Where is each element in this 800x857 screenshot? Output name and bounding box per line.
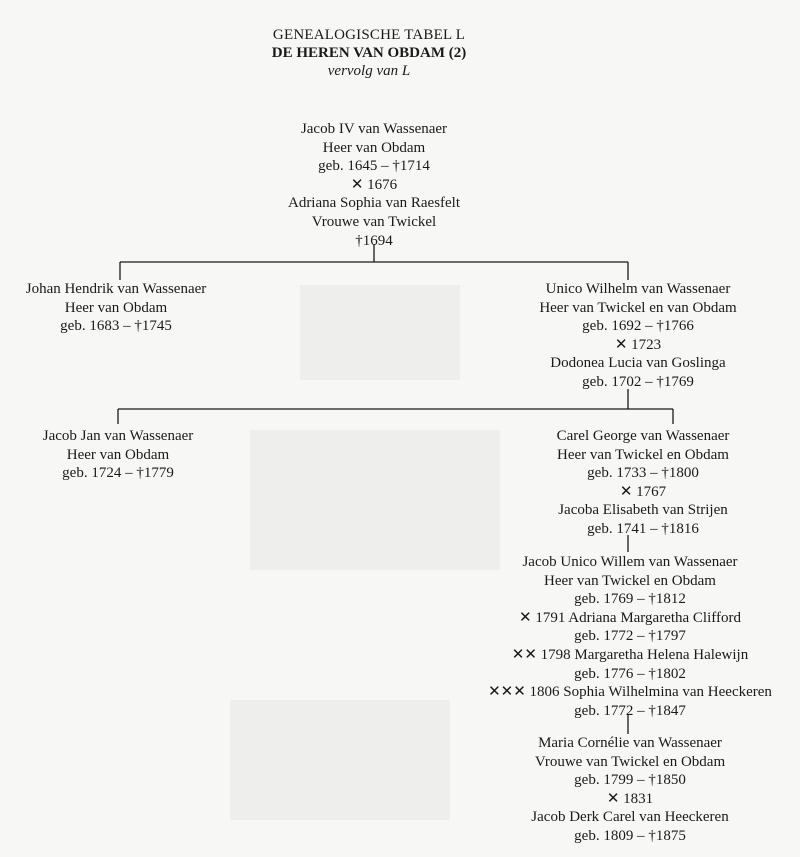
- person-jacob-jan: [43, 427, 194, 483]
- person-jacob-iv: [288, 120, 460, 250]
- person-name: Unico Wilhelm van Wassenaer: [545, 281, 731, 297]
- marriage-line: ✕ 1831: [606, 790, 654, 807]
- person-carel-george: [557, 427, 730, 539]
- spouse-dates: geb. 1702 – †1769: [582, 373, 694, 390]
- table-continuation-note: vervolg van L: [327, 63, 411, 79]
- marriage-line: ✕ 1723: [614, 336, 662, 353]
- person-name: Jacob IV van Wassenaer: [300, 121, 448, 137]
- spouse-dates: †1694: [355, 232, 393, 249]
- person-title: Heer van Twickel en van Obdam: [539, 299, 737, 316]
- marriage-line: ✕ 1676: [350, 176, 398, 193]
- person-dates: geb. 1799 – †1850: [574, 772, 686, 789]
- spouse-name: Adriana Sophia van Raesfelt: [287, 195, 461, 212]
- spouse-dates: geb. 1809 – †1875: [574, 827, 686, 844]
- spouse-name: Dodonea Lucia van Goslinga: [550, 355, 726, 372]
- first-marriage-line: ✕ 1791 Adriana Margaretha Clifford: [519, 609, 741, 626]
- spouse-title: Vrouwe van Twickel: [311, 213, 437, 230]
- person-title: Heer van Twickel en Obdam: [544, 572, 716, 589]
- person-title: Heer van Twickel en Obdam: [557, 446, 729, 463]
- person-dates: geb. 1683 – †1745: [60, 318, 172, 335]
- third-spouse-dates: geb. 1772 – †1847: [574, 702, 686, 719]
- person-name: Carel George van Wassenaer: [556, 428, 730, 444]
- spouse-dates: geb. 1741 – †1816: [587, 520, 699, 537]
- person-dates: geb. 1724 – †1779: [62, 465, 174, 482]
- second-marriage-line: ✕✕ 1798 Margaretha Helena Halewijn: [511, 646, 749, 663]
- person-name: Maria Cornélie van Wassenaer: [538, 735, 722, 751]
- spouse-name: Jacob Derk Carel van Heeckeren: [531, 809, 729, 826]
- second-spouse-dates: geb. 1776 – †1802: [574, 665, 686, 682]
- person-title: Heer van Obdam: [64, 299, 168, 316]
- person-name: Johan Hendrik van Wassenaer: [25, 281, 207, 297]
- person-title: Heer van Obdam: [322, 139, 426, 156]
- table-subtitle: DE HEREN VAN OBDAM (2): [271, 45, 467, 61]
- person-dates: geb. 1769 – †1812: [574, 591, 686, 608]
- spouse-name: Jacoba Elisabeth van Strijen: [558, 502, 728, 519]
- person-jacob-unico-willem: [488, 553, 772, 720]
- person-title: Heer van Obdam: [66, 446, 170, 463]
- person-maria-cornelie: [531, 734, 728, 846]
- person-title: Vrouwe van Twickel en Obdam: [534, 753, 726, 770]
- marriage-line: ✕ 1767: [619, 483, 667, 500]
- first-spouse-dates: geb. 1772 – †1797: [574, 628, 686, 645]
- person-unico-wilhelm: [539, 280, 736, 392]
- table-title: GENEALOGISCHE TABEL L: [272, 27, 466, 43]
- person-name: Jacob Unico Willem van Wassenaer: [522, 554, 738, 570]
- person-name: Jacob Jan van Wassenaer: [42, 428, 194, 444]
- third-marriage-line: ✕✕✕ 1806 Sophia Wilhelmina van Heeckeren: [488, 684, 772, 701]
- person-dates: geb. 1645 – †1714: [318, 158, 430, 175]
- person-dates: geb. 1733 – †1800: [587, 465, 699, 482]
- person-dates: geb. 1692 – †1766: [582, 318, 694, 335]
- person-johan-hendrik: [26, 280, 207, 336]
